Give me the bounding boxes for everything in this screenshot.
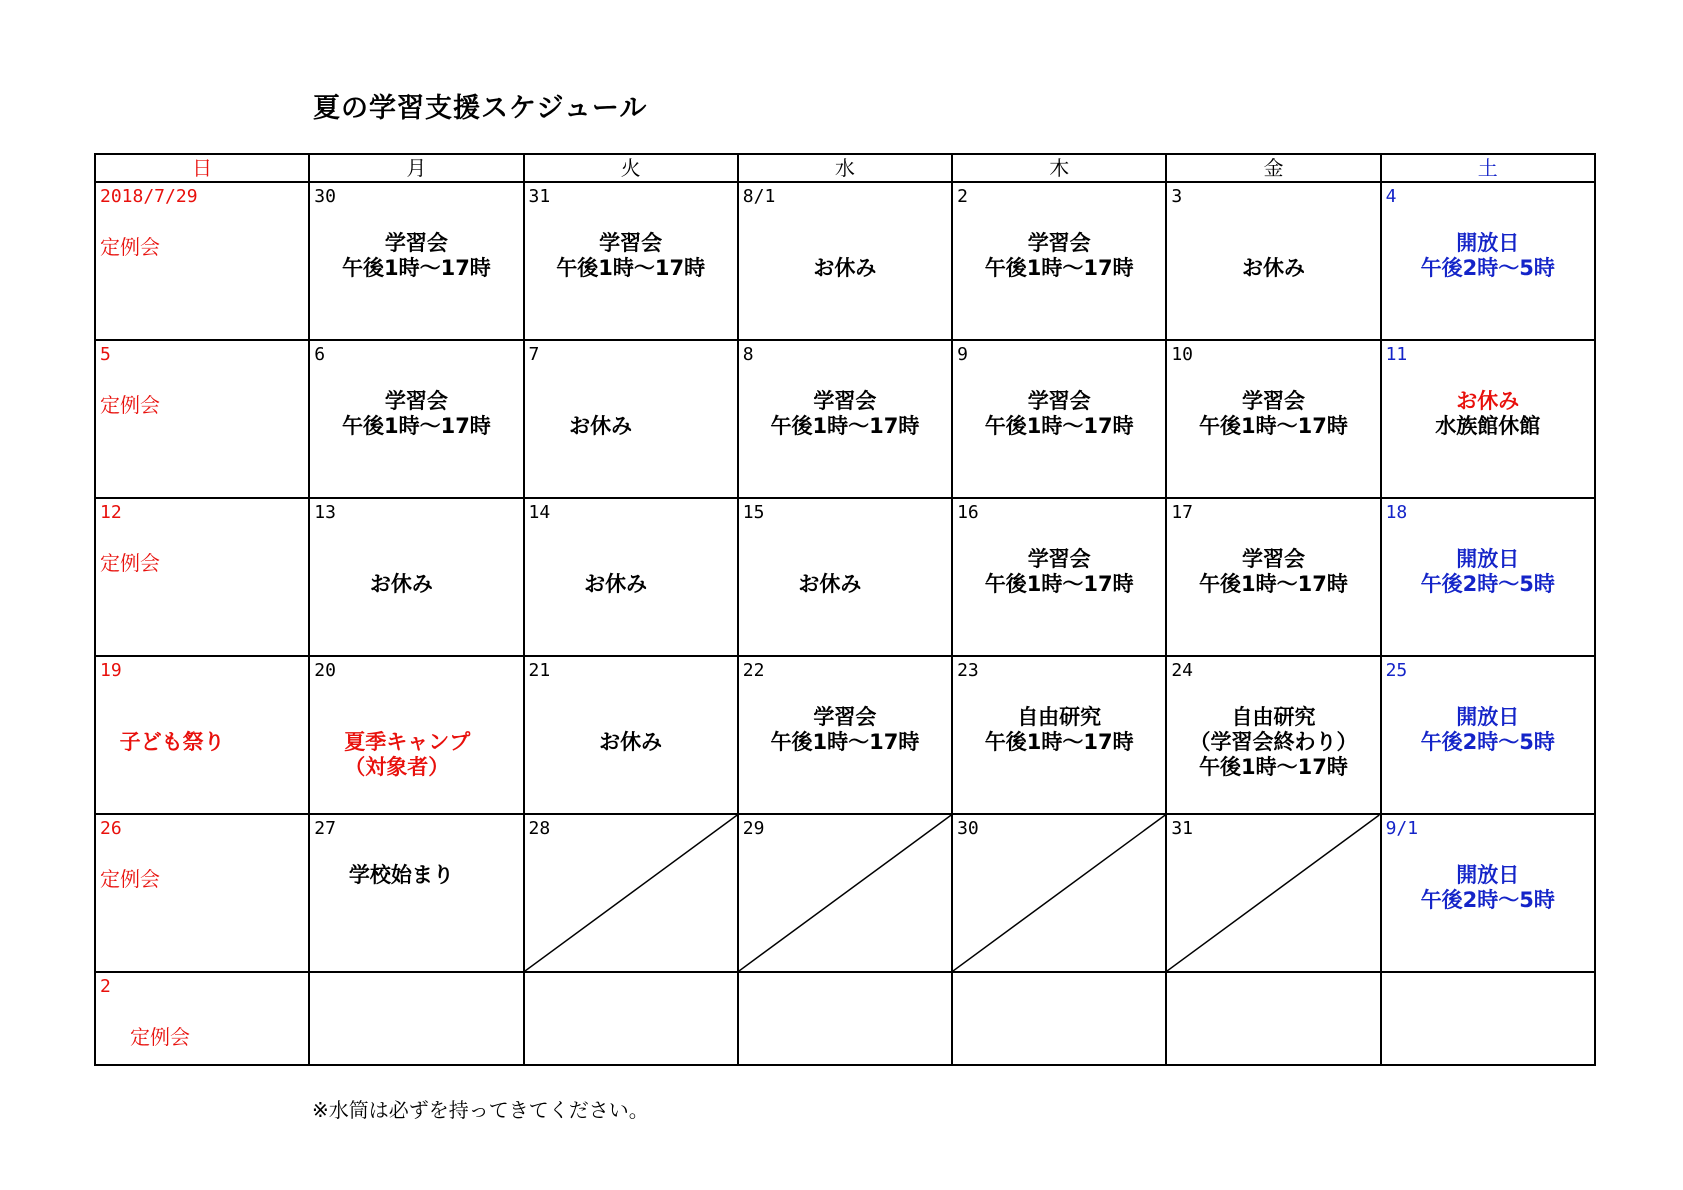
unavailable-slash	[739, 815, 951, 971]
day-cell	[1166, 498, 1380, 656]
day-cell	[952, 182, 1166, 340]
day-number: 21	[528, 660, 551, 681]
event-title: お休み	[584, 572, 648, 596]
unavailable-slash	[525, 815, 737, 971]
weekday-wed: 水	[738, 154, 952, 182]
weekday-sat: 土	[1381, 154, 1595, 182]
day-cell	[524, 656, 738, 814]
day-note: 定例会	[100, 551, 160, 575]
week-row-1	[95, 182, 1595, 340]
day-number: 4	[1385, 186, 1397, 207]
day-event	[1167, 547, 1379, 597]
event-title: 学習会	[813, 705, 877, 729]
event-title: お休み	[599, 730, 663, 754]
day-number: 15	[742, 502, 765, 523]
event-time: 午後1時～17時	[556, 256, 706, 280]
event-title: 子ども祭り	[119, 730, 225, 754]
empty-cell	[952, 972, 1166, 1065]
day-number: 9	[957, 344, 968, 365]
day-number: 25	[1385, 660, 1408, 681]
day-number: 22	[742, 660, 765, 681]
day-number: 9/1	[1385, 818, 1419, 839]
event-time: 午後1時～17時	[1199, 572, 1348, 596]
day-number: 8/1	[742, 186, 776, 207]
week-row-6	[95, 972, 1595, 1065]
day-event	[96, 730, 248, 755]
event-time: 午後2時～5時	[1420, 572, 1555, 596]
event-title: 学習会	[1241, 547, 1305, 571]
day-cell	[1381, 498, 1595, 656]
day-event	[1382, 547, 1594, 597]
day-number: 19	[100, 660, 122, 681]
day-number: 14	[528, 502, 551, 523]
day-number: 8	[742, 344, 754, 365]
event-title: お休み	[1456, 389, 1520, 413]
event-title: 学習会	[1027, 389, 1091, 413]
day-event	[953, 547, 1165, 597]
day-cell	[952, 498, 1166, 656]
day-number: 16	[957, 502, 979, 523]
day-number: 12	[100, 502, 122, 523]
event-time: 午後1時～17時	[984, 256, 1134, 280]
event-title: お休み	[569, 414, 633, 438]
day-event	[525, 414, 677, 439]
day-number: 10	[1171, 344, 1194, 365]
day-cell	[524, 182, 738, 340]
empty-cell	[1166, 972, 1380, 1065]
event-time: 午後1時～17時	[984, 572, 1134, 596]
day-event	[1167, 389, 1379, 439]
day-event	[525, 572, 707, 597]
event-title: 開放日	[1456, 705, 1520, 729]
event-title: お休み	[798, 572, 862, 596]
day-cell	[95, 340, 309, 498]
event-title: お休み	[369, 572, 433, 596]
day-cell	[95, 814, 309, 972]
event-title: 学習会	[384, 231, 448, 255]
weekday-sun: 日	[95, 154, 309, 182]
day-number: 27	[314, 818, 336, 839]
day-number: 26	[100, 818, 122, 839]
empty-cell	[309, 972, 523, 1065]
day-event	[1167, 705, 1379, 780]
event-time: 午後1時～17時	[984, 414, 1134, 438]
day-event	[1382, 705, 1594, 755]
day-number: 30	[957, 818, 979, 839]
empty-cell	[1381, 972, 1595, 1065]
day-cell	[524, 814, 738, 972]
day-note: 定例会	[100, 867, 160, 891]
event-time: 午後1時～17時	[984, 730, 1134, 754]
footnote: ※水筒は必ずを持ってきてください。	[312, 1098, 649, 1122]
day-cell	[738, 340, 952, 498]
event-title: 学習会	[384, 389, 448, 413]
day-cell	[309, 656, 523, 814]
week-row-3	[95, 498, 1595, 656]
day-number: 2	[957, 186, 968, 207]
event-title: お休み	[1241, 256, 1305, 280]
event-title: 学習会	[1027, 231, 1091, 255]
day-cell	[1381, 656, 1595, 814]
day-cell	[95, 656, 309, 814]
day-number: 29	[742, 818, 765, 839]
weekday-fri: 金	[1166, 154, 1380, 182]
day-cell	[524, 498, 738, 656]
empty-cell	[524, 972, 738, 1065]
day-number: 30	[314, 186, 336, 207]
week-row-4	[95, 656, 1595, 814]
day-cell	[95, 972, 309, 1065]
event-subtitle: （対象者）	[344, 755, 450, 779]
weekday-header-row	[95, 154, 1595, 182]
day-number: 13	[314, 502, 336, 523]
event-title: 学習会	[1241, 389, 1305, 413]
day-event	[344, 730, 522, 780]
empty-cell	[738, 972, 952, 1065]
day-cell	[1381, 340, 1595, 498]
day-cell	[309, 340, 523, 498]
day-cell	[1166, 340, 1380, 498]
day-number: 6	[314, 344, 326, 365]
day-note: 定例会	[130, 1025, 190, 1049]
day-number: 31	[528, 186, 551, 207]
day-number: 23	[957, 660, 979, 681]
day-cell	[1166, 656, 1380, 814]
day-note: 定例会	[100, 235, 160, 259]
week-row-2	[95, 340, 1595, 498]
event-title: 開放日	[1456, 231, 1520, 255]
day-cell	[952, 340, 1166, 498]
day-number: 7	[528, 344, 540, 365]
event-title: 自由研究	[1231, 705, 1316, 729]
day-number: 11	[1385, 344, 1408, 365]
day-event	[1382, 863, 1594, 913]
day-event	[310, 572, 492, 597]
day-event	[953, 231, 1165, 281]
event-time: 午後1時～17時	[341, 256, 491, 280]
day-event	[953, 389, 1165, 439]
event-time: 午後2時～5時	[1420, 888, 1555, 912]
day-event	[1382, 389, 1594, 439]
calendar-table	[94, 153, 1596, 1066]
day-cell	[309, 498, 523, 656]
day-event	[1382, 231, 1594, 281]
day-event	[739, 705, 951, 755]
weekday-mon: 月	[309, 154, 523, 182]
event-time: 午後2時～5時	[1420, 256, 1555, 280]
day-cell	[309, 814, 523, 972]
day-cell	[738, 182, 952, 340]
day-event	[1167, 256, 1379, 281]
day-note: 定例会	[100, 393, 160, 417]
day-event	[525, 730, 737, 755]
day-cell	[95, 182, 309, 340]
day-event	[739, 389, 951, 439]
event-title: 学校始まり	[348, 863, 454, 887]
day-number: 5	[100, 344, 111, 365]
day-number: 17	[1171, 502, 1194, 523]
event-time: 午後1時～17時	[1199, 755, 1348, 779]
schedule-title: 夏の学習支援スケジュール	[313, 93, 648, 124]
day-event	[953, 705, 1165, 755]
event-time: 午後1時～17時	[1199, 414, 1348, 438]
day-cell	[1381, 814, 1595, 972]
event-time: 午後1時～17時	[770, 414, 920, 438]
day-number: 20	[314, 660, 336, 681]
event-title: 学習会	[813, 389, 877, 413]
event-title: 学習会	[599, 231, 663, 255]
day-cell	[309, 182, 523, 340]
day-number: 2	[100, 976, 111, 997]
unavailable-slash	[953, 815, 1165, 971]
event-title: 夏季キャンプ	[344, 730, 471, 754]
event-time: 午後1時～17時	[341, 414, 491, 438]
day-event	[739, 256, 951, 281]
day-event	[310, 231, 522, 281]
event-time: 午後1時～17時	[770, 730, 920, 754]
event-time: 午後2時～5時	[1420, 730, 1555, 754]
day-event	[310, 389, 522, 439]
day-cell	[95, 498, 309, 656]
day-cell	[1381, 182, 1595, 340]
event-title: 開放日	[1456, 863, 1520, 887]
day-event	[310, 863, 492, 888]
day-cell	[1166, 182, 1380, 340]
day-cell	[952, 814, 1166, 972]
day-number: 3	[1171, 186, 1183, 207]
day-number: 18	[1385, 502, 1408, 523]
day-cell	[952, 656, 1166, 814]
event-title: 開放日	[1456, 547, 1520, 571]
weekday-tue: 火	[524, 154, 738, 182]
day-cell	[738, 498, 952, 656]
day-number: 28	[528, 818, 551, 839]
event-subtitle: （学習会終わり）	[1189, 730, 1358, 754]
event-title: 自由研究	[1017, 705, 1102, 729]
event-title: 学習会	[1027, 547, 1091, 571]
event-title: お休み	[813, 256, 877, 280]
event-subtitle: 水族館休館	[1435, 414, 1541, 438]
unavailable-slash	[1167, 815, 1379, 971]
day-event	[525, 231, 737, 281]
day-event	[739, 572, 921, 597]
weekday-thu: 木	[952, 154, 1166, 182]
day-number: 24	[1171, 660, 1194, 681]
day-number: 2018/7/29	[100, 186, 198, 207]
day-cell	[1166, 814, 1380, 972]
day-cell	[738, 656, 952, 814]
day-number: 31	[1171, 818, 1194, 839]
day-cell	[524, 340, 738, 498]
week-row-5	[95, 814, 1595, 972]
day-cell	[738, 814, 952, 972]
